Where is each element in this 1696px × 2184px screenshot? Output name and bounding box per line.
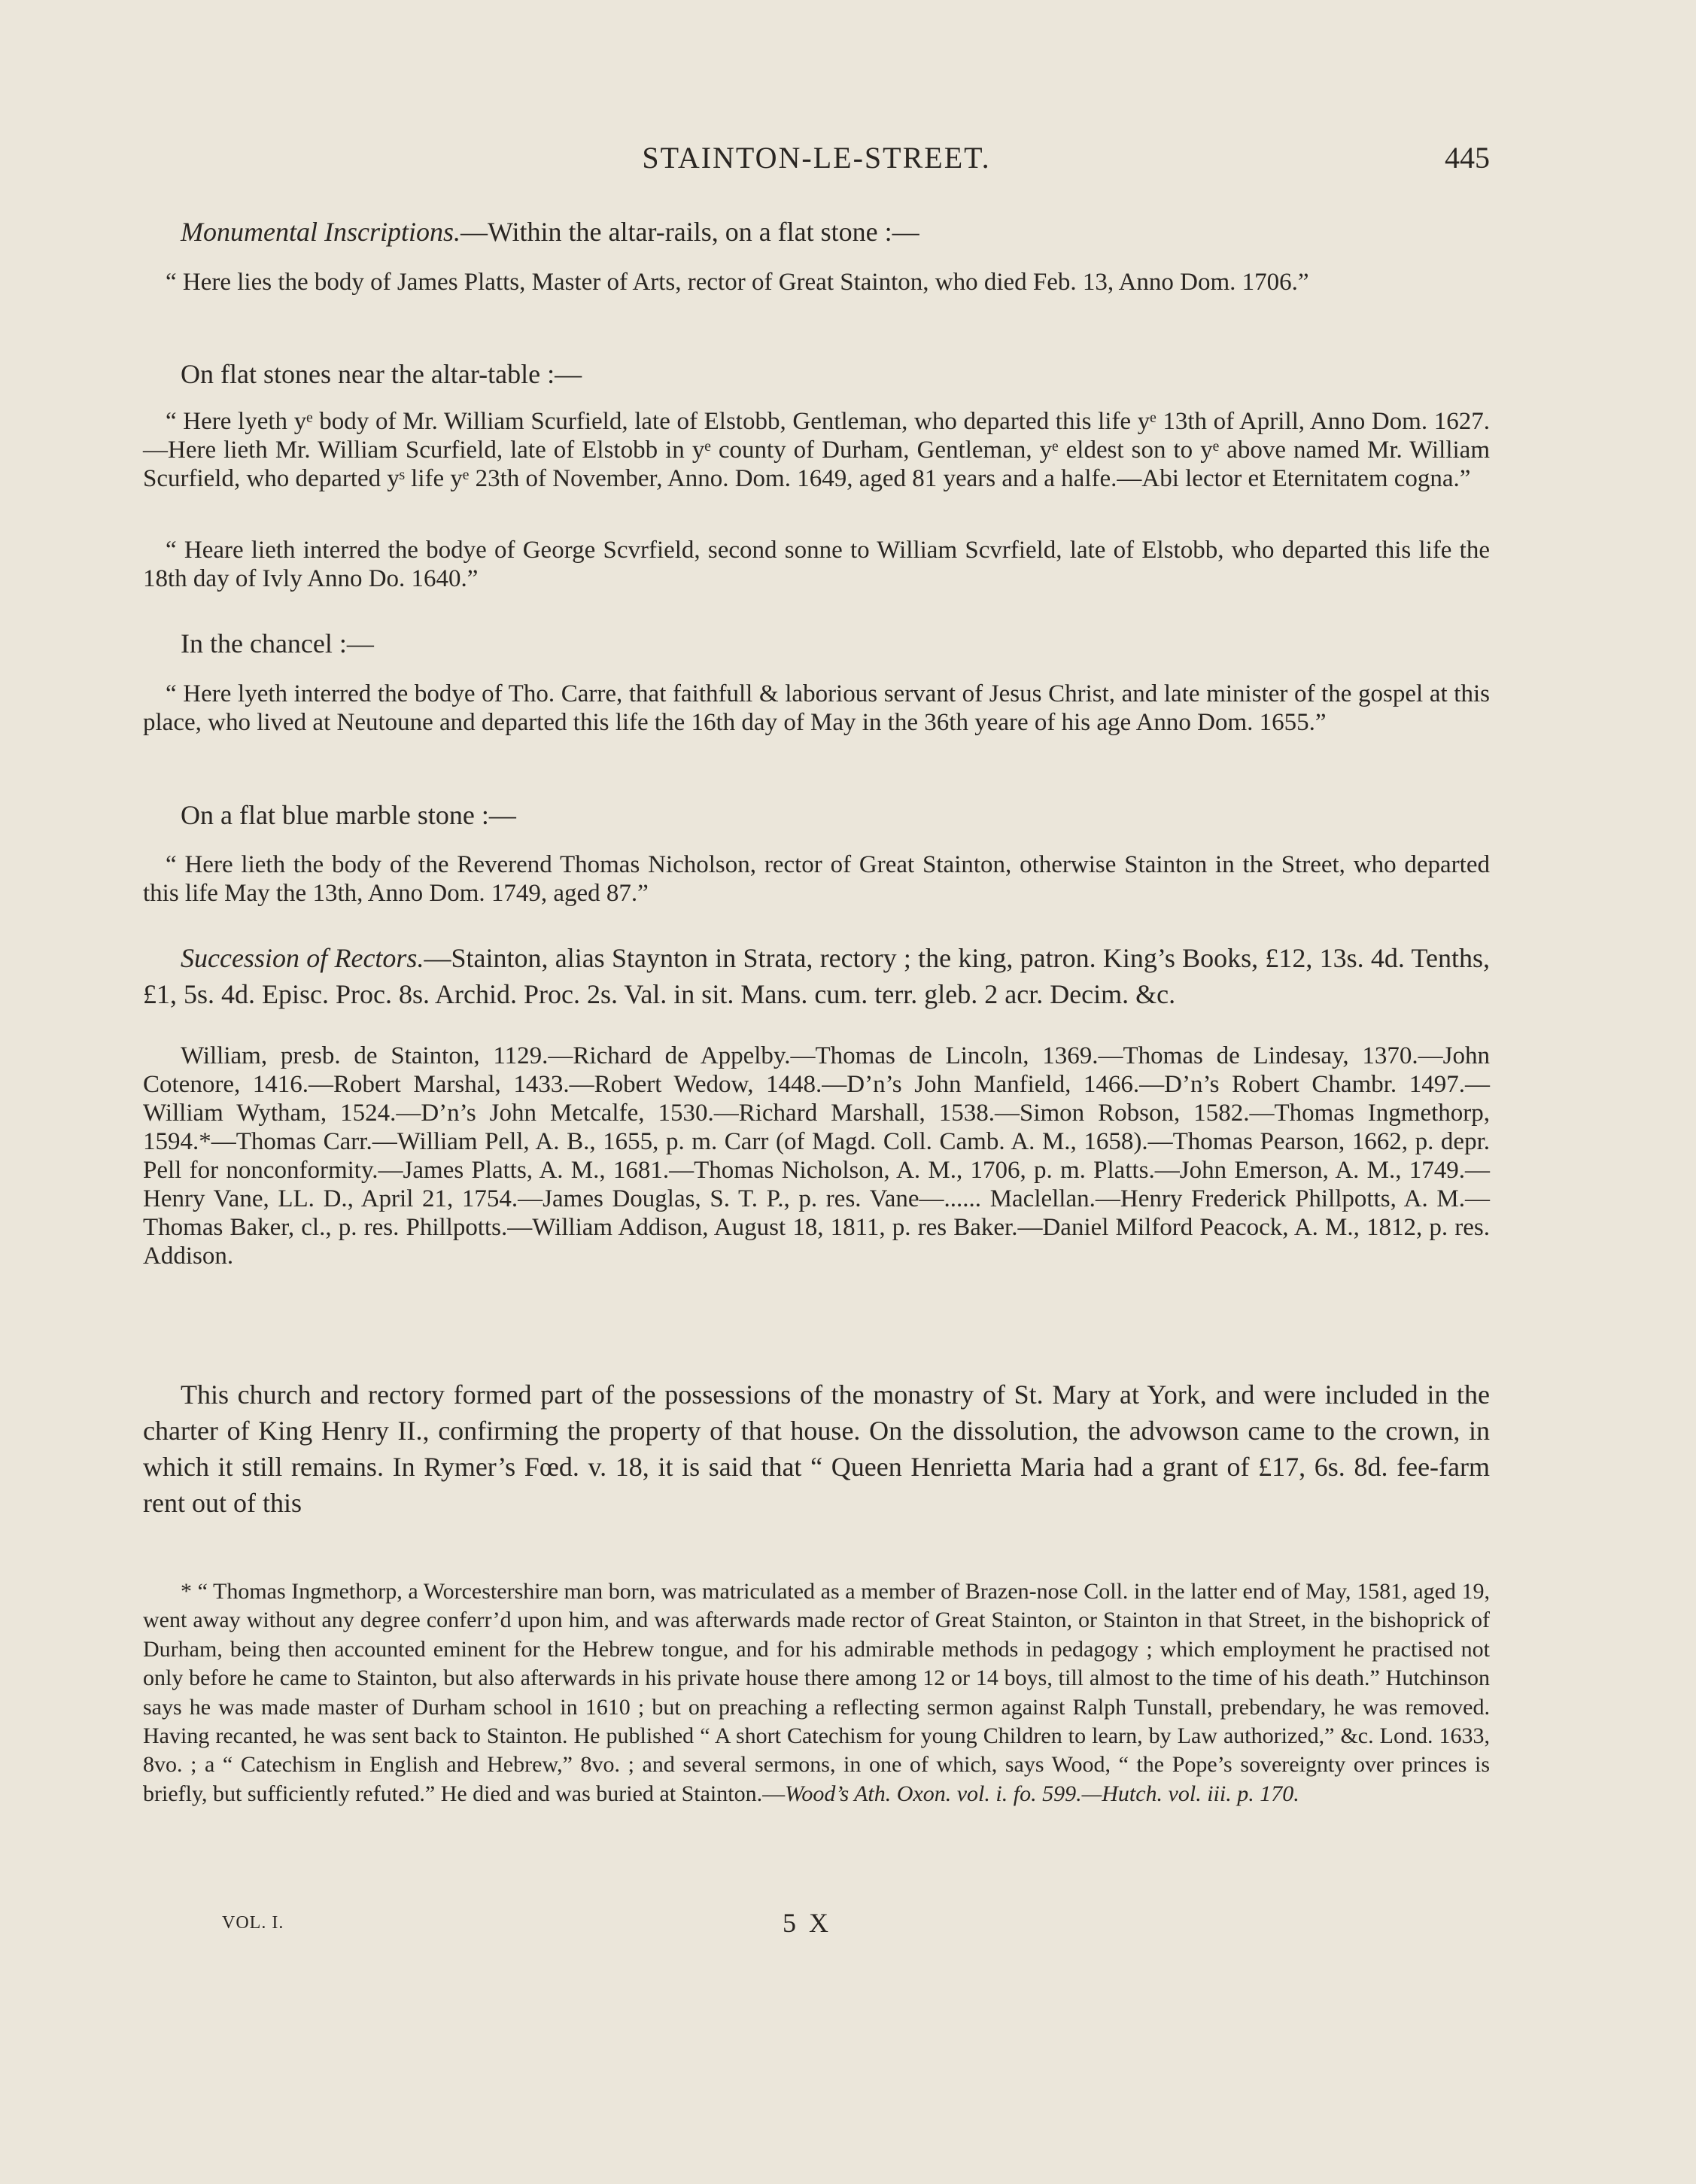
inscription-scurfield: “ Here lyeth yᵉ body of Mr. William Scurfield, late of Elstobb, Gentleman, who departed this life yᵉ 13th of Aprill, Anno Dom. 1627.—Here lieth Mr. William Scurfield, late of Elstobb in yᵉ county of Durham, Gentleman, yᵉ eldest son to yᵉ above named Mr. William Scurfield, who departed yˢ life yᵉ 23th of November, Anno. Dom. 1649, aged 81 years and a halfe.—Abi lector et Eternitatem cogna.” xyxy=(143,408,1490,492)
footnote-ingmethorp xyxy=(143,1577,1490,1808)
inscription-platts: “ Here lies the body of James Platts, Master of Arts, rector of Great Stainton, who died Feb. 13, Anno Dom. 1706.” xyxy=(166,269,1309,296)
volume-label: VOL. I. xyxy=(222,1913,284,1933)
inscription-scvrfield: “ Heare lieth interred the bodye of George Scvrfield, second sonne to William Scvrfield, late of Elstobb, who departed this life the 18th day of Ivly Anno Do. 1640.” xyxy=(143,537,1490,592)
inscription-nicholson: “ Here lieth the body of the Reverend Thomas Nicholson, rector of Great Stainton, otherwise Stainton in the Street, who departed this life May the 13th, Anno Dom. 1749, aged 87.” xyxy=(143,851,1490,907)
altar-rails-text: —Within the altar-rails, on a flat stone :— xyxy=(460,217,919,247)
rectors-list: William, presb. de Stainton, 1129.—Richard de Appelby.—Thomas de Lincoln, 1369.—Thomas de Lindesay, 1370.—John Cotenore, 1416.—Robert Marshal, 1433.—Robert Wedow, 1448.—D’n’s John Manfield, 1466.—D’n’s Robert Chambr. 1497.—William Wytham, 1524.—D’n’s John Metcalfe, 1530.—Richard Marshall, 1538.—Simon Robson, 1582.—Thomas Ingmethorp, 1594.*—Thomas Carr.—William Pell, A. B., 1655, p. m. Carr (of Magd. Coll. Camb. A. M., 1658).—Thomas Pearson, 1662, p. depr. Pell for nonconformity.—James Platts, A. M., 1681.—Thomas Nicholson, A. M., 1706, p. m. Platts.—John Emerson, A. M., 1749.—Henry Vane, LL. D., April 21, 1754.—James Douglas, S. T. P., p. res. Vane—...... Maclellan.—Henry Frederick Phillpotts, A. M.—Thomas Baker, cl., p. res. Phillpotts.—William Addison, August 18, 1811, p. res Baker.—Daniel Milford Peacock, A. M., 1812, p. res. Addison. xyxy=(143,1042,1490,1270)
church-history-paragraph: This church and rectory formed part of the possessions of the monastry of St. Mary at York, and were included in the charter of King Henry II., confirming the property of that house. On the dissolution, the advowson came to the crown, in which it still remains. In Rymer’s Fœd. v. 18, it is said that “ Queen Henrietta Maria had a grant of £17, 6s. 8d. fee-farm rent out of this xyxy=(143,1379,1490,1518)
blue-marble-heading: On a flat blue marble stone :— xyxy=(181,800,516,830)
inscription-carre: “ Here lyeth interred the bodye of Tho. Carre, that faithfull & laborious servant of Jesus Christ, and late minister of the gospel at this place, who lived at Neutoune and departed this life the 16th day of May in the 36th yeare of his age Anno Dom. 1655.” xyxy=(143,680,1490,736)
section-heading-succession: Succession of Rectors. xyxy=(181,943,424,973)
chancel-heading: In the chancel :— xyxy=(181,628,374,659)
footnote-text: * “ Thomas Ingmethorp, a Worcestershire man born, was matriculated as a member of Brazen-nose Coll. in the latter end of May, 1581, aged 19, went away without any degree conferr’d upon him, and was afterwards made rector of Great Stainton, or Stainton in that Street, in the bishoprick of Durham, being then accounted eminent for the Hebrew tongue, and for his admirable methods in pedagogy ; which employment he practised not only before he came to Stainton, but also afterwards in his private house there among 12 or 14 boys, till almost to the time of his death.” Hutchinson says he was made master of Durham school in 1610 ; but on preaching a reflecting sermon against Ralph Tunstall, prebendary, he was removed. Having recanted, he was sent back to Stainton. He published “ A short Catechism for young Children to learn, by Law authorized,” &c. Lond. 1633, 8vo. ; a “ Catechism in English and Hebrew,” 8vo. ; and several sermons, in one of which, says Wood, “ the Pope’s sovereignty over princes is briefly, but sufficiently refuted.” He died and was buried at Stainton.— xyxy=(143,1579,1490,1806)
signature-mark: 5 X xyxy=(783,1908,831,1938)
succession-intro xyxy=(143,940,1490,1012)
page-number: 445 xyxy=(1445,141,1490,175)
page-footer xyxy=(143,1907,1490,1945)
footnote-source: Wood’s Ath. Oxon. vol. i. fo. 599.—Hutch. vol. iii. p. 170. xyxy=(785,1781,1299,1806)
monumental-inscriptions-intro xyxy=(143,214,1490,250)
running-header xyxy=(143,135,1490,181)
succession-intro-text: —Stainton, alias Staynton in Strata, rectory ; the king, patron. King’s Books, £12, 13s. 4d. Tenths, £1, 5s. 4d. Episc. Proc. 8s. Archid. Proc. 2s. Val. in sit. Mans. cum. terr. gleb. 2 acr. Decim. &c. xyxy=(143,943,1491,1009)
running-title: STAINTON-LE-STREET. xyxy=(642,141,991,175)
near-altar-table-heading: On flat stones near the altar-table :— xyxy=(181,359,582,389)
section-heading-monumental: Monumental Inscriptions. xyxy=(181,217,460,247)
